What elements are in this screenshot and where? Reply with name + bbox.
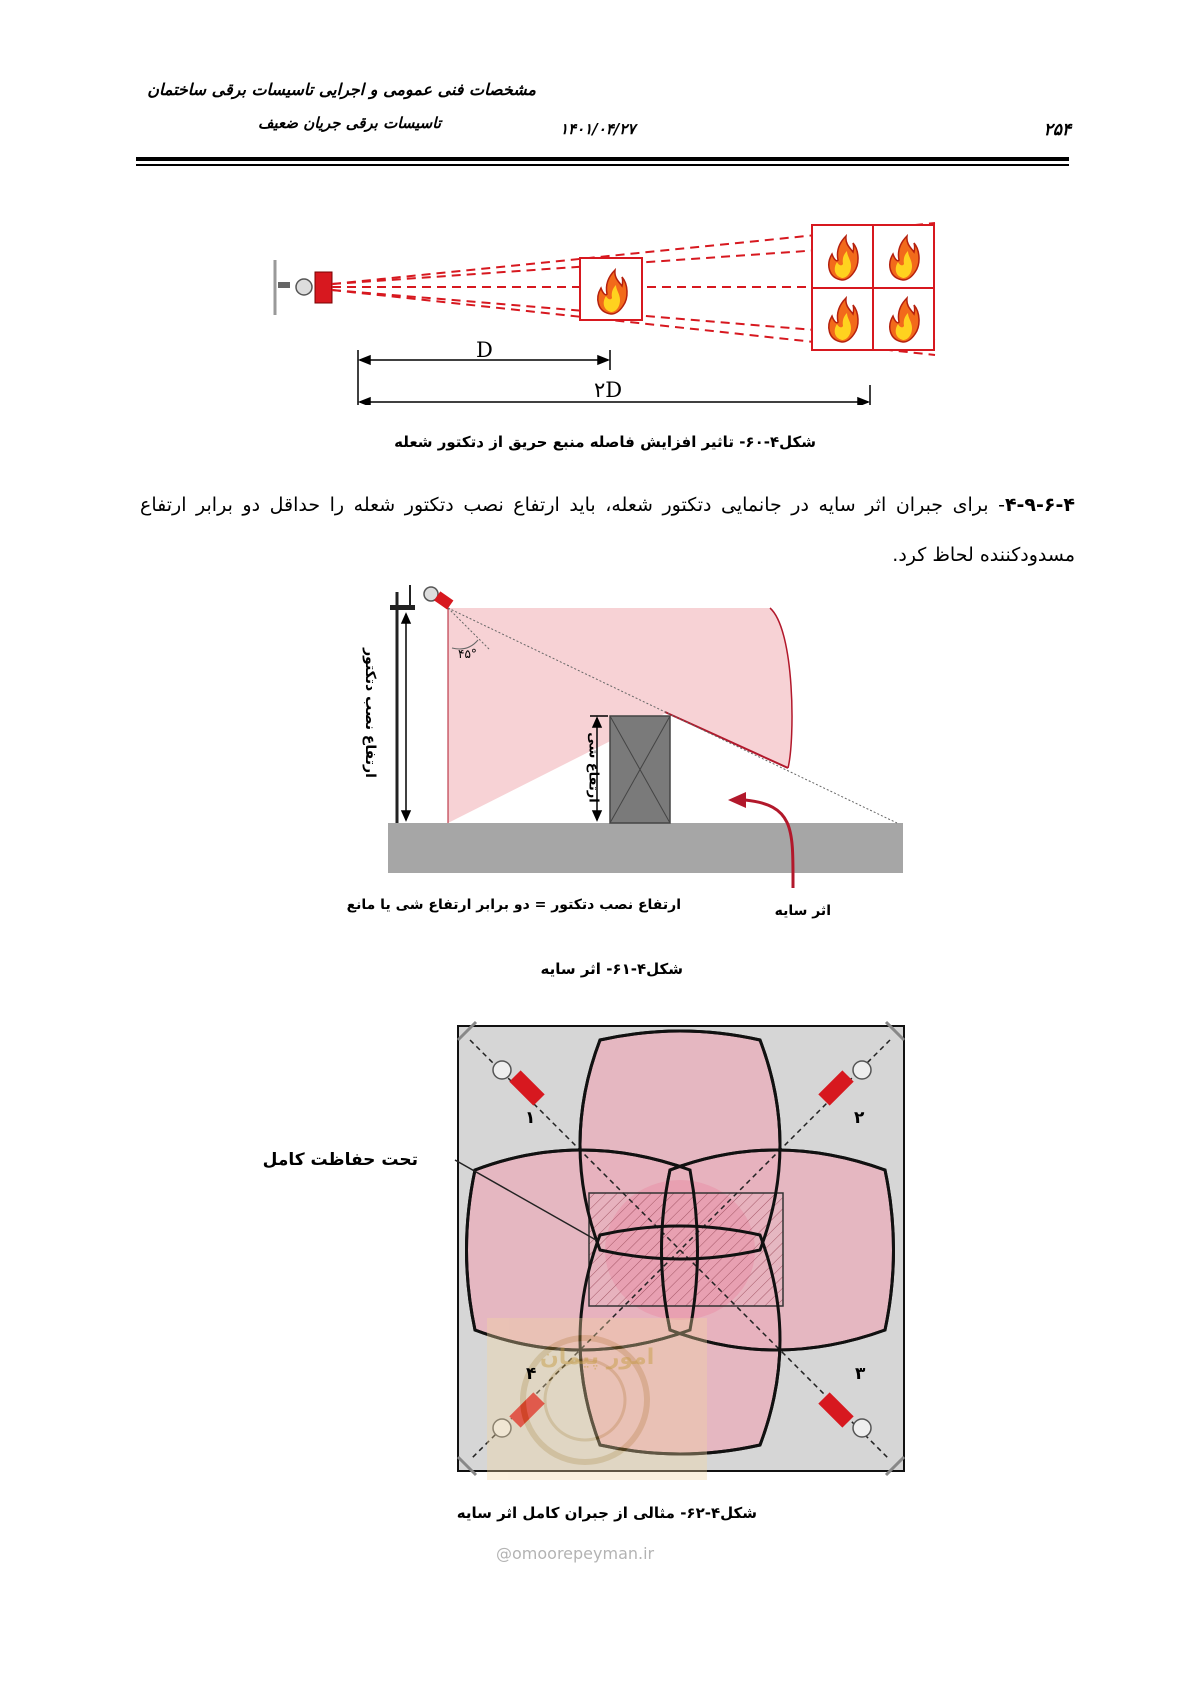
figure-62-caption-text: مثالی از جبران کامل اثر سایه bbox=[456, 1504, 675, 1522]
figure-62-full-coverage-diagram bbox=[440, 1020, 920, 1490]
figure-61-caption-number: شکل۴-۶۱- bbox=[606, 960, 683, 978]
chapter-title: تاسیسات برقی جریان ضعیف bbox=[257, 114, 441, 132]
watermark-logo-text: امور پیمان bbox=[540, 1345, 655, 1370]
figure-61-caption-text: اثر سایه bbox=[540, 960, 601, 978]
watermark-site bbox=[496, 1544, 654, 1563]
figure-61-shadow-diagram bbox=[360, 578, 920, 918]
figure-62-caption bbox=[457, 1504, 757, 1522]
detector-number-2: ۲ bbox=[854, 1108, 865, 1128]
angle-label: ۴۵° bbox=[458, 647, 477, 661]
object-height-label: ارتفاع شی bbox=[585, 732, 601, 803]
header-rule-thin bbox=[136, 164, 1069, 166]
shadow-effect-label: اثر سایه bbox=[774, 903, 831, 919]
paragraph-text: - برای جبران اثر سایه در جانمایی دتکتور شعله، باید ارتفاع نصب دتکتور شعله را حداقل دو برابر ارتفاع مسدودکننده لحاظ کرد. bbox=[140, 494, 1075, 566]
book-title: مشخصات فنی عمومی و اجرایی تاسیسات برقی ساختمان bbox=[147, 80, 536, 99]
floor bbox=[388, 823, 903, 873]
watermark-logo-icon bbox=[487, 1318, 707, 1480]
detector-number-1: ۱ bbox=[525, 1108, 536, 1128]
dimension-2d-label: ۲D bbox=[594, 378, 623, 402]
obstructing-object bbox=[610, 716, 670, 823]
figure-60-caption-text: تاثیر افزایش فاصله منبع حریق از دتکتور شعله bbox=[394, 433, 734, 451]
full-protection-zone bbox=[589, 1193, 783, 1306]
near-fire-box bbox=[580, 258, 642, 320]
figure-61-caption bbox=[541, 960, 684, 978]
full-protection-label: تحت حفاظت کامل bbox=[262, 1150, 418, 1170]
dimension-d-label: D bbox=[476, 338, 493, 362]
height-formula: ارتفاع نصب دتکتور = دو برابر ارتفاع شی یا مانع bbox=[346, 897, 681, 913]
header-date: ۱۴۰۱/۰۴/۲۷ bbox=[560, 120, 636, 138]
figure-60-caption-number: شکل۴-۶۰- bbox=[739, 433, 816, 451]
far-fire-grid bbox=[812, 225, 934, 350]
page-number: ۲۵۴ bbox=[1043, 120, 1071, 140]
at-sign-icon: @ bbox=[496, 1544, 512, 1563]
figure-60-caption bbox=[394, 433, 816, 451]
flame-detector-icon bbox=[278, 272, 332, 303]
detector-number-4: ۴ bbox=[526, 1364, 537, 1384]
watermark-site-text: omoorepeyman.ir bbox=[512, 1544, 655, 1563]
detector-number-3: ۳ bbox=[855, 1364, 866, 1384]
figure-62-caption-number: شکل۴-۶۲- bbox=[680, 1504, 757, 1522]
paragraph-number: ۴-۹-۶-۴ bbox=[1004, 494, 1075, 516]
flame-detector-icon bbox=[424, 587, 453, 610]
body-paragraph bbox=[140, 480, 1075, 580]
figure-60-distance-diagram bbox=[260, 205, 940, 405]
header-rule-thick bbox=[136, 157, 1069, 161]
detector-height-label: ارتفاع نصب دتکتور bbox=[362, 648, 378, 778]
